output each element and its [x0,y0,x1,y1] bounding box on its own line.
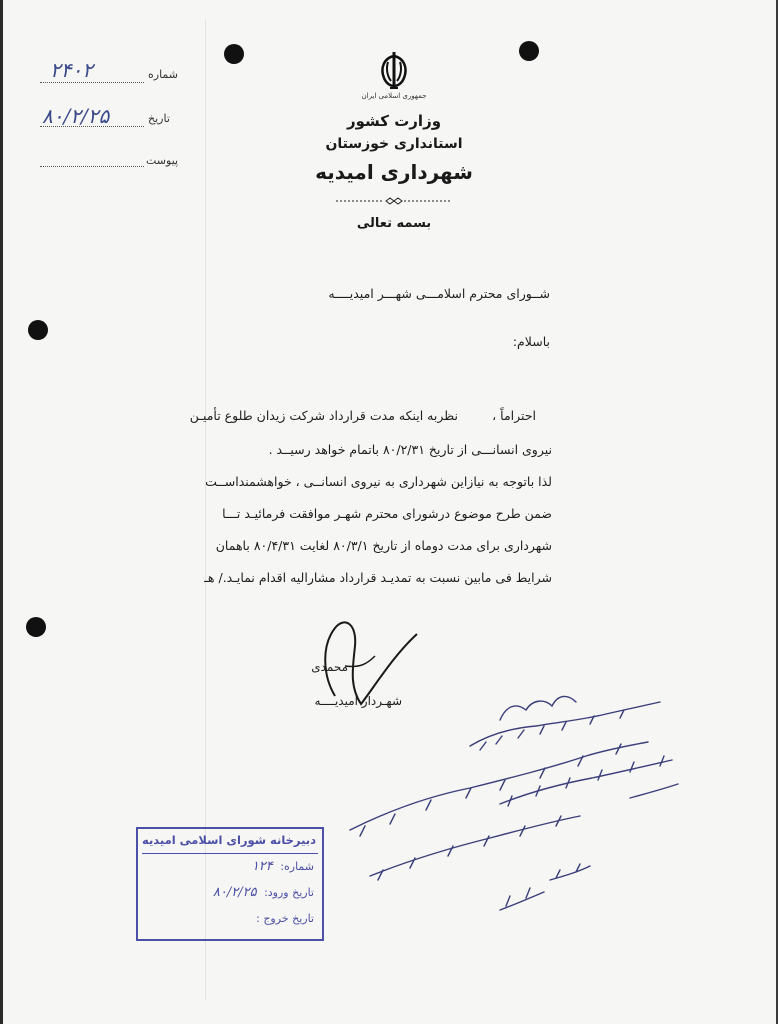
municipality-title: شهرداری امیدیه [315,160,473,184]
ministry-title: وزارت کشور [346,112,442,130]
stamp-divider [142,853,318,854]
punch-hole-top-right [519,41,539,61]
body-line-4: ضمن طرح موضوع درشورای محترم شهـر موافقت فرمائیـد تـــا [222,506,552,521]
punch-hole-top-left [224,44,244,64]
body-line-2: نیروی انسانـــی از تاریخ ۸۰/۲/۳۱ باتمام خواهد رسیــد . [268,442,552,457]
attachment-label: پیوست [146,154,179,167]
addressee-line: شــورای محترم اسلامـــی شهـــر امیدیــــه [328,286,550,301]
stamp-entry-date-label: تاریخ ورود: [264,886,314,899]
stamp-number-label: شماره: [280,860,314,873]
invocation-text: بسمه تعالی [356,216,432,231]
number-line [40,82,144,83]
body-line-3: لذا باتوجه به نیازاین شهرداری به نیروی انسانــی ، خواهشمنداســت [205,474,552,489]
body-line-6: شرایط فی مابین نسبت به تمدیـد قرارداد مشارالیه اقدام نمایـد./ هـ [204,570,552,585]
date-value: ۸۰/۲/۲۵ [42,104,110,128]
attachment-line [40,166,144,167]
body-line-1-opening: احتراماً ، [492,408,536,423]
page-edge-left [0,0,3,1024]
iran-emblem-icon [374,48,414,96]
stamp-entry-date-row [213,885,314,900]
body-line-5: شهرداری برای مدت دوماه از تاریخ ۸۰/۳/۱ لغایت ۸۰/۴/۳۱ باهمان [215,538,552,553]
punch-hole-left-upper [28,320,48,340]
stamp-exit-date-label: تاریخ خروج : [256,912,314,925]
punch-hole-left-lower [26,617,46,637]
signer-title: شهـردار امیدیــــه [314,694,402,708]
stamp-entry-date-value: ۸۰/۲/۲۵ [212,885,257,900]
stamp-number-value: ۱۲۴ [251,859,273,874]
number-label: شماره [148,68,179,81]
date-label: تاریخ [148,112,170,125]
handwritten-note-icon [330,680,710,930]
ornament-divider-icon [334,196,454,206]
number-value: ۲۴۰۲ [50,58,93,82]
signer-name: محمدی [311,660,348,674]
stamp-exit-date-row [252,911,314,926]
emblem-caption: جمهوری اسلامی ایران [361,92,427,100]
stamp-title: دبیرخانه شورای اسلامی امیدیه [141,833,316,847]
greeting-line: باسلام: [512,334,550,349]
province-title: استانداری خوزستان [325,136,463,152]
stamp-number-row [252,859,314,874]
body-line-1: نظربه اینکه مدت قرارداد شرکت زیدان طلوع تأمیـن [189,408,458,423]
secretariat-stamp [136,827,324,941]
